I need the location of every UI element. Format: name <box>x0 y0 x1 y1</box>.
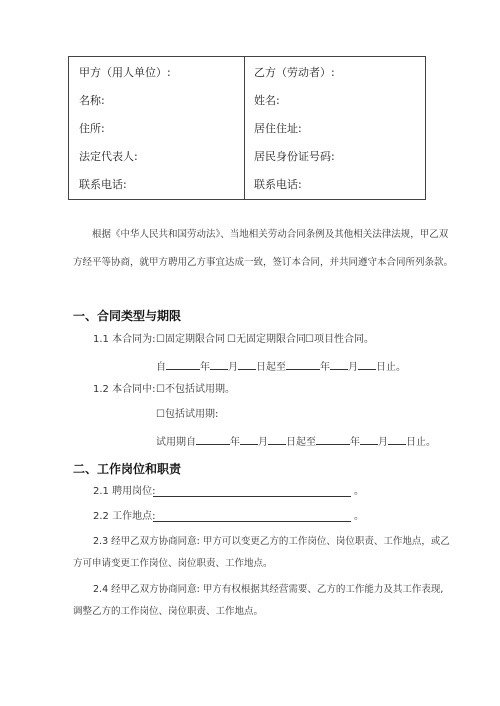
start-day-field[interactable] <box>238 358 256 370</box>
day-start-label: 日起至 <box>286 437 316 448</box>
location-period: 。 <box>354 511 364 522</box>
start-month-field[interactable] <box>210 358 228 370</box>
month-label: 月 <box>348 362 358 373</box>
probation-end-year-field[interactable] <box>316 433 350 445</box>
option-project-based[interactable]: ☐项目性合同。 <box>305 334 374 345</box>
year-label: 年 <box>200 362 210 373</box>
item-1-2-label: 1.2 本合同中: <box>93 384 156 395</box>
probation-end-month-field[interactable] <box>360 433 378 445</box>
employee-phone-label: 联系电话: <box>254 178 302 191</box>
option-no-probation[interactable]: ☐不包括试用期。 <box>156 384 235 395</box>
item-2-4-line2: 调整乙方的工作岗位、岗位职责、工作地点。 <box>73 606 264 617</box>
position-field[interactable] <box>153 496 351 497</box>
month-label: 月 <box>258 437 268 448</box>
item-2-3-line2: 方可申请变更工作岗位、岗位职责、工作地点。 <box>73 558 273 569</box>
item-2-1-label: 2.1 聘用岗位: <box>93 486 156 497</box>
employer-address-label: 住所: <box>79 122 105 135</box>
intro-paragraph-line2: 方经平等协商，就甲方聘用乙方事宜达成一致，签订本合同，并共同遵守本合同所列条款。 <box>73 257 454 268</box>
probation-start-month-field[interactable] <box>240 433 258 445</box>
item-1-1-label: 1.1 本合同为: <box>93 334 156 345</box>
section2-title: 二、工作岗位和职责 <box>73 462 182 476</box>
month-label: 月 <box>378 437 388 448</box>
option-open-ended[interactable]: ☐无固定期限合同 <box>227 334 306 345</box>
employee-id-number-label: 居民身份证号码: <box>254 150 335 163</box>
work-location-field[interactable] <box>153 521 351 522</box>
probation-from-label: 试用期自 <box>156 437 196 448</box>
item-2-3-line1: 2.3 经甲乙双方协商同意: 甲方可以变更乙方的工作岗位、岗位职责、工作地点，或乙 <box>93 536 450 547</box>
day-end-label: 日止。 <box>376 362 406 373</box>
year-label: 年 <box>350 437 360 448</box>
party-info-table <box>68 56 426 200</box>
item-2-4-line1: 2.4 经甲乙双方协商同意: 甲方有权根据其经营需要、乙方的工作能力及其工作表现, <box>93 584 444 595</box>
item-2-2-label: 2.2 工作地点: <box>93 511 156 522</box>
employee-name-label: 姓名: <box>254 94 280 107</box>
month-label: 月 <box>228 362 238 373</box>
table-divider <box>244 57 245 199</box>
employer-name-label: 名称: <box>79 94 105 107</box>
end-day-field[interactable] <box>358 358 376 370</box>
day-start-label: 日起至 <box>256 362 286 373</box>
end-month-field[interactable] <box>330 358 348 370</box>
date-from-label: 自 <box>156 362 166 373</box>
probation-term-line <box>156 433 436 450</box>
probation-end-day-field[interactable] <box>388 433 406 445</box>
year-label: 年 <box>320 362 330 373</box>
probation-start-day-field[interactable] <box>268 433 286 445</box>
employer-heading: 甲方（用人单位）: <box>79 66 171 79</box>
employer-phone-label: 联系电话: <box>79 178 127 191</box>
option-fixed-term[interactable]: ☐固定期限合同 <box>156 334 225 345</box>
option-probation[interactable]: ☐包括试用期: <box>156 409 219 420</box>
start-year-field[interactable] <box>166 358 200 370</box>
employee-address-label: 居住住址: <box>254 122 302 135</box>
employee-heading: 乙方（劳动者）: <box>254 66 335 79</box>
position-period: 。 <box>354 486 364 497</box>
year-label: 年 <box>230 437 240 448</box>
contract-term-line <box>156 358 406 375</box>
probation-start-year-field[interactable] <box>196 433 230 445</box>
section1-title: 一、合同类型与期限 <box>73 309 182 323</box>
intro-paragraph-line1: 根据《中华人民共和国劳动法》、当地相关劳动合同条例及其他相关法律法规，甲乙双 <box>92 229 449 240</box>
day-end-label: 日止。 <box>406 437 436 448</box>
legal-representative-label: 法定代表人: <box>79 150 138 163</box>
end-year-field[interactable] <box>286 358 320 370</box>
